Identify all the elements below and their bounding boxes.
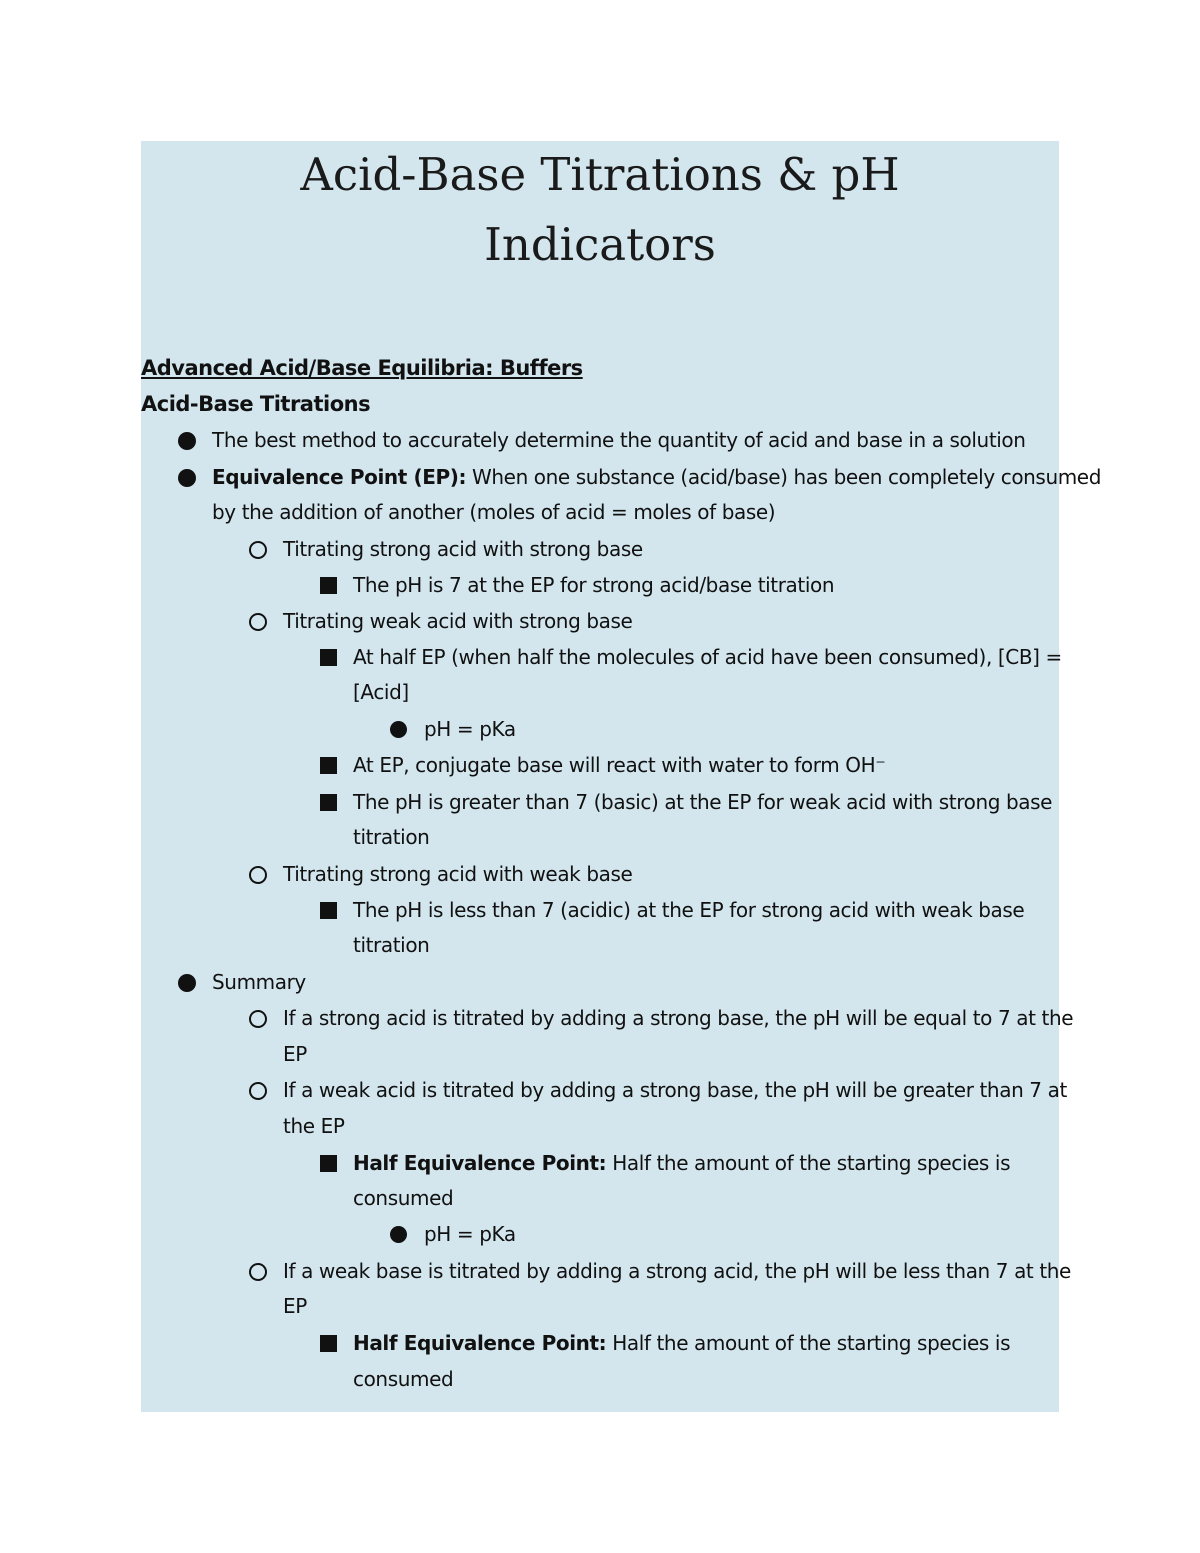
bullet-square-icon [320,757,337,774]
ep-text: When one substance (acid/base) has been completely consumed [466,465,1102,489]
list-item-strong-weak: Titrating strong acid with weak base [283,862,633,886]
bullet-square-icon [320,1335,337,1352]
list-item-ph-pka: pH = pKa [424,717,516,741]
half-eq-text: Half the amount of the starting species is [606,1151,1011,1175]
list-item-equivalence-point [212,459,1101,495]
list-item-weak-strong-ph-cont: titration [353,825,430,849]
list-item-conjugate-base: At EP, conjugate base will react with water to form OH⁻ [353,753,886,777]
bullet-square-icon [320,649,337,666]
list-item-summary-weak-base-cont: EP [283,1294,307,1318]
bullet-disc-icon [178,469,196,487]
list-item-summary-weak-acid: If a weak acid is titrated by adding a strong base, the pH will be greater than 7 at [283,1078,1067,1102]
bullet-circle-icon [249,1263,267,1281]
list-item-half-equivalence-2 [353,1325,1010,1361]
list-item-summary-strong: If a strong acid is titrated by adding a strong base, the pH will be equal to 7 at the [283,1006,1074,1030]
sub-heading: Acid-Base Titrations [141,392,371,416]
list-item-equivalence-point-cont: by the addition of another (moles of acid = moles of base) [212,500,776,524]
list-item-half-ep-cont: [Acid] [353,680,409,704]
bullet-circle-icon [249,1010,267,1028]
bullet-circle-icon [249,866,267,884]
bullet-disc-icon [178,432,196,450]
title-line-2: Indicators [484,218,716,271]
list-item-ph-pka-2: pH = pKa [424,1222,516,1246]
bullet-circle-icon [249,613,267,631]
list-item-summary-weak-acid-cont: the EP [283,1114,345,1138]
list-item-summary-strong-cont: EP [283,1042,307,1066]
half-eq-label: Half Equivalence Point: [353,1151,607,1175]
list-item-summary: Summary [212,970,306,994]
bullet-dot-icon [390,721,407,738]
bullet-square-icon [320,1155,337,1172]
section-heading: Advanced Acid/Base Equilibria: Buffers [141,356,583,380]
bullet-circle-icon [249,1082,267,1100]
page-title [141,140,1059,280]
list-item-half-equivalence-2-cont: consumed [353,1367,454,1391]
half-eq-label: Half Equivalence Point: [353,1331,607,1355]
list-item-weak-strong-ph: The pH is greater than 7 (basic) at the EP for weak acid with strong base [353,790,1053,814]
list-item-strong-strong-ph: The pH is 7 at the EP for strong acid/base titration [353,573,835,597]
bullet-square-icon [320,577,337,594]
bullet-disc-icon [178,974,196,992]
list-item-summary-weak-base: If a weak base is titrated by adding a strong acid, the pH will be less than 7 at the [283,1259,1071,1283]
half-eq-text: Half the amount of the starting species is [606,1331,1011,1355]
list-item-half-equivalence-1 [353,1145,1010,1181]
bullet-square-icon [320,902,337,919]
list-item-strong-strong: Titrating strong acid with strong base [283,537,643,561]
list-item-half-equivalence-1-cont: consumed [353,1186,454,1210]
bullet-square-icon [320,794,337,811]
list-item-best-method: The best method to accurately determine the quantity of acid and base in a solution [212,428,1026,452]
list-item-weak-strong: Titrating weak acid with strong base [283,609,633,633]
list-item-strong-weak-ph-cont: titration [353,933,430,957]
list-item-half-ep: At half EP (when half the molecules of acid have been consumed), [CB] = [353,645,1062,669]
ep-label: Equivalence Point (EP): [212,465,467,489]
bullet-dot-icon [390,1226,407,1243]
list-item-strong-weak-ph: The pH is less than 7 (acidic) at the EP for strong acid with weak base [353,898,1025,922]
bullet-circle-icon [249,541,267,559]
title-line-1: Acid-Base Titrations & pH [300,148,900,201]
